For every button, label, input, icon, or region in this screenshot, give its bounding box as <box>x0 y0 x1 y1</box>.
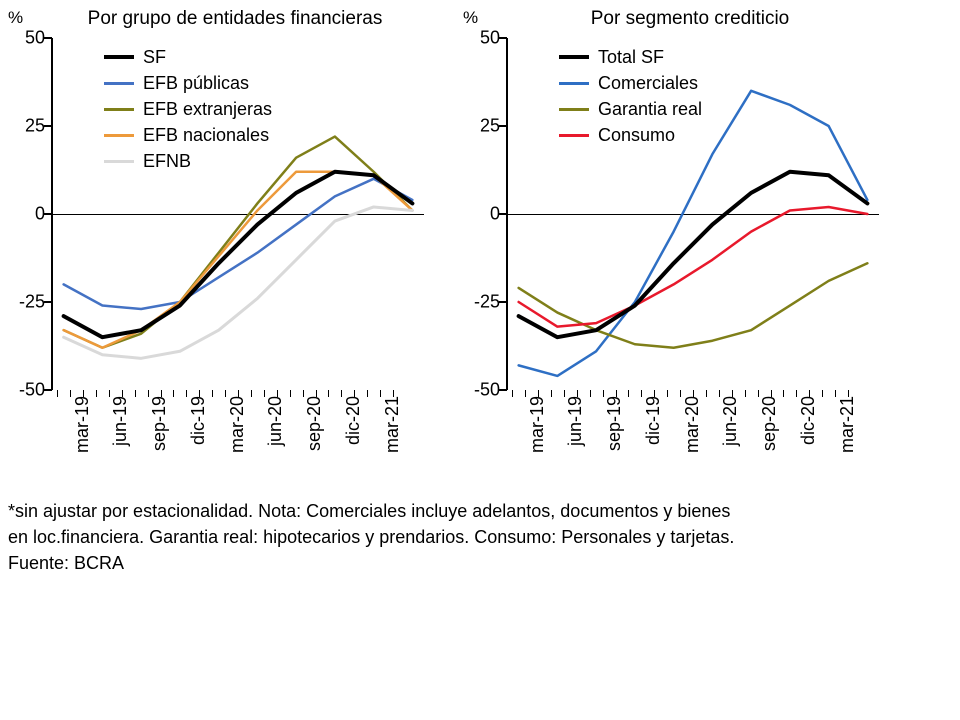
legend-item <box>104 44 272 70</box>
x-axis-tick <box>783 390 784 397</box>
legend-swatch <box>104 134 134 137</box>
x-axis-tick <box>57 390 58 397</box>
y-axis-tick-label: -25 <box>473 291 500 312</box>
x-axis-tick-label: mar-19 <box>71 396 92 454</box>
y-axis-tick <box>499 213 507 215</box>
x-axis-tick <box>745 390 746 397</box>
y-axis-tick <box>44 213 52 215</box>
x-axis-tick-label: mar-19 <box>526 396 547 454</box>
legend-swatch <box>559 82 589 85</box>
x-axis-tick-label: jun-19 <box>110 396 131 447</box>
legend-swatch <box>104 108 134 111</box>
footnote-line-2: en loc.financiera. Garantia real: hipotecarios y prendarios. Consumo: Personales y tarjetas. <box>8 527 735 547</box>
x-axis-tick <box>225 390 226 397</box>
y-axis-tick-label: -50 <box>473 379 500 400</box>
x-axis-tick <box>328 390 329 397</box>
x-axis-tick-label: sep-20 <box>304 396 325 452</box>
x-axis-tick <box>667 390 668 397</box>
legend-label: EFNB <box>143 151 192 171</box>
x-axis-tick-label: jun-19 <box>565 396 586 447</box>
legend-label: Garantia real <box>598 99 703 119</box>
legend-item <box>559 44 702 70</box>
y-axis-tick <box>499 125 507 127</box>
series-line <box>519 207 868 327</box>
legend-swatch <box>104 55 134 59</box>
x-axis-tick <box>835 390 836 397</box>
x-axis-tick-label: mar-20 <box>681 396 702 454</box>
x-axis-tick-label: mar-21 <box>381 396 402 454</box>
y-axis-tick-label: 50 <box>479 27 500 48</box>
legend-item <box>104 148 272 174</box>
x-axis-tick-label: dic-19 <box>642 396 663 446</box>
x-axis-tick <box>706 390 707 397</box>
legend-label: Comerciales <box>598 73 699 93</box>
legend-label: EFB públicas <box>143 73 250 93</box>
x-axis-tick <box>680 390 681 397</box>
legend-item <box>104 122 272 148</box>
y-axis-unit-label: % <box>463 8 479 27</box>
x-axis-tick <box>628 390 629 397</box>
x-axis-tick <box>96 390 97 397</box>
x-axis-tick-label: mar-20 <box>226 396 247 454</box>
x-axis-tick <box>525 390 526 397</box>
x-axis-tick <box>70 390 71 397</box>
chart-por-segmento-crediticio <box>455 0 925 490</box>
legend-item <box>559 122 702 148</box>
chart-por-grupo-de-entidades-financieras <box>0 0 470 490</box>
legend-swatch <box>559 108 589 111</box>
x-axis-tick-label: dic-20 <box>342 396 363 446</box>
legend-label: Total SF <box>598 47 665 67</box>
x-axis-tick-label: mar-21 <box>836 396 857 454</box>
x-axis-tick-label: sep-20 <box>759 396 780 452</box>
series-line <box>64 172 413 348</box>
chart-title: Por segmento crediticio <box>590 8 790 29</box>
x-axis-tick-label: sep-19 <box>149 396 170 452</box>
chart-legend <box>104 44 272 174</box>
legend-item <box>104 96 272 122</box>
x-axis-tick-label: dic-19 <box>187 396 208 446</box>
x-axis-tick <box>135 390 136 397</box>
x-axis-tick <box>251 390 252 397</box>
legend-label: SF <box>143 47 167 67</box>
y-axis-tick-label: -50 <box>18 379 45 400</box>
x-axis-tick <box>173 390 174 397</box>
y-axis-tick-label: 0 <box>34 203 45 224</box>
x-axis-tick <box>822 390 823 397</box>
legend-item <box>104 70 272 96</box>
footnote-line-1: *sin ajustar por estacionalidad. Nota: Comerciales incluye adelantos, documentos y bienes <box>8 501 731 521</box>
x-axis-tick <box>551 390 552 397</box>
y-axis-tick <box>499 37 507 39</box>
y-axis-tick <box>44 301 52 303</box>
legend-item <box>559 96 702 122</box>
footnote-line-3: Fuente: BCRA <box>8 553 125 573</box>
y-axis-tick-label: 25 <box>24 115 45 136</box>
y-axis-tick-label: -25 <box>18 291 45 312</box>
legend-swatch <box>559 134 589 137</box>
x-axis-tick-label: jun-20 <box>720 396 741 447</box>
x-axis-tick-label: sep-19 <box>604 396 625 452</box>
x-axis-tick <box>367 390 368 397</box>
legend-label: EFB extranjeras <box>143 99 273 119</box>
y-axis-tick-label: 50 <box>24 27 45 48</box>
y-axis-tick <box>44 37 52 39</box>
footnote <box>8 498 938 576</box>
x-axis-tick <box>512 390 513 397</box>
x-axis-tick <box>290 390 291 397</box>
y-axis-unit-label: % <box>8 8 24 27</box>
x-axis-tick <box>590 390 591 397</box>
y-axis-tick <box>44 125 52 127</box>
y-axis-tick-label: 0 <box>489 203 500 224</box>
x-axis-tick-label: dic-20 <box>797 396 818 446</box>
y-axis-tick <box>499 301 507 303</box>
x-axis-tick-label: jun-20 <box>265 396 286 447</box>
y-axis-tick <box>499 389 507 391</box>
legend-label: EFB nacionales <box>143 125 270 145</box>
series-line <box>519 172 868 337</box>
legend-item <box>559 70 702 96</box>
chart-legend <box>559 44 702 148</box>
chart-title: Por grupo de entidades financieras <box>87 8 383 29</box>
legend-swatch <box>104 82 134 85</box>
x-axis-tick <box>212 390 213 397</box>
y-axis-tick <box>44 389 52 391</box>
x-axis-tick <box>380 390 381 397</box>
legend-swatch <box>559 55 589 59</box>
legend-swatch <box>104 160 134 163</box>
y-axis-tick-label: 25 <box>479 115 500 136</box>
legend-label: Consumo <box>598 125 676 145</box>
